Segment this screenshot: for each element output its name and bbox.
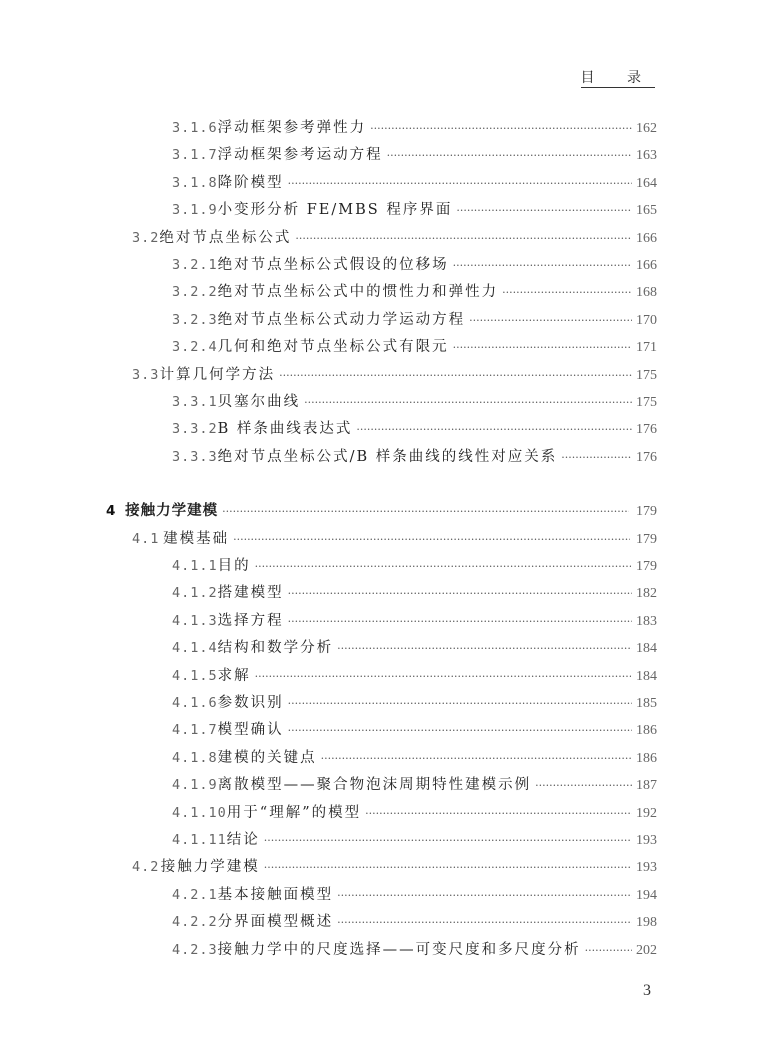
- toc-entry-page: 182: [636, 586, 657, 602]
- toc-entry-page: 168: [636, 285, 657, 301]
- toc-entry-title: 绝对节点坐标公式假设的位移场: [217, 257, 449, 273]
- running-header: 目 录: [580, 70, 655, 86]
- toc-entry-number: 4.1: [132, 530, 160, 547]
- dot-leader: [288, 692, 632, 716]
- toc-entry: [132, 527, 657, 551]
- toc-entry-number: 4.2.2: [172, 914, 218, 931]
- toc-entry-number: 4.1.9: [172, 777, 218, 794]
- toc-entry: [172, 335, 657, 359]
- toc-entry-page: 193: [635, 860, 657, 876]
- toc-entry-page: 162: [636, 121, 657, 136]
- dot-leader: [288, 719, 632, 743]
- toc-entry-title: 浮动框架参考运动方程: [217, 147, 383, 164]
- dot-leader: [535, 774, 632, 798]
- toc-entry-page: 166: [636, 258, 657, 273]
- toc-entry-number: 3.1.9: [172, 202, 218, 219]
- toc-entry-title: 求解: [217, 667, 251, 684]
- toc-entry-title: 降阶模型: [217, 174, 284, 191]
- toc-entry-title: 结构和数学分析: [217, 640, 334, 657]
- toc-entry-page: 186: [636, 750, 657, 766]
- toc-entry-title: 接触力学建模: [125, 502, 219, 520]
- dot-leader: [255, 555, 631, 579]
- toc-entry-title: 搭建模型: [217, 585, 284, 602]
- toc-entry: [172, 253, 657, 277]
- toc-entry-number: 4.1.8: [172, 749, 218, 766]
- toc-entry: [172, 417, 657, 441]
- toc-entry-page: 165: [636, 203, 657, 219]
- toc-entry-number: 3.3.2: [172, 421, 218, 438]
- dot-leader: [304, 391, 632, 415]
- toc-entry-number: 4.1.7: [172, 722, 218, 739]
- toc-entry-page: 194: [636, 887, 657, 903]
- toc-entry-number: 3.2: [132, 229, 160, 246]
- toc-entry-title: 结论: [226, 832, 260, 848]
- toc-entry: [172, 445, 657, 469]
- toc-entry-number: 4.1.3: [172, 612, 218, 629]
- toc-entry: [132, 855, 657, 879]
- toc-entry-page: 185: [636, 696, 657, 711]
- toc-entry-title: 分界面模型概述: [217, 914, 334, 931]
- dot-leader: [264, 856, 632, 880]
- toc-entry: [172, 636, 657, 660]
- toc-entry-number: 4.1.1: [172, 558, 218, 574]
- toc-entry-title: 参数识别: [217, 695, 284, 711]
- toc-entry-number: 3.2.4: [172, 339, 218, 356]
- toc-entry-number: 4.1.5: [172, 667, 218, 684]
- toc-entry: [132, 363, 657, 387]
- toc-entry-page: 186: [636, 723, 657, 739]
- toc-entry: [106, 499, 657, 523]
- toc-entry-number: 3.2.2: [172, 284, 218, 301]
- toc-entry: [172, 828, 657, 852]
- toc-entry-page: 175: [636, 367, 657, 383]
- dot-leader: [321, 747, 632, 771]
- toc-entry-title: 基本接触面模型: [217, 886, 334, 903]
- toc-entry-title: 小变形分析 FE/MBS 程序界面: [217, 202, 453, 219]
- dot-leader: [288, 610, 632, 634]
- dot-leader: [561, 446, 632, 470]
- dot-leader: [453, 336, 632, 360]
- toc-entry-title: 建模基础: [163, 530, 230, 547]
- toc-entry-number: 3.3: [132, 366, 160, 383]
- toc-entry-number: 3.3.1: [172, 394, 218, 410]
- dot-leader: [337, 884, 632, 908]
- toc-entry: [172, 746, 657, 770]
- toc-entry-number: 4.2.3: [172, 941, 218, 958]
- toc-entry: [172, 883, 657, 907]
- toc-entry-number: 4: [106, 503, 117, 520]
- toc-entry: [172, 198, 657, 222]
- toc-entry-page: 164: [636, 175, 657, 191]
- toc-entry-title: 绝对节点坐标公式中的惯性力和弹性力: [217, 284, 499, 301]
- toc-entry-title: 绝对节点坐标公式/B 样条曲线的线性对应关系: [217, 448, 558, 465]
- toc-entry: [172, 801, 657, 825]
- dot-leader: [337, 637, 632, 661]
- toc-entry-title: B 样条曲线表达式: [217, 421, 353, 438]
- toc-entry: [172, 308, 657, 332]
- dot-leader: [453, 254, 632, 278]
- toc-entry-number: 4.1.4: [172, 640, 218, 657]
- toc-entry-page: 192: [636, 805, 657, 821]
- toc-entry: [172, 938, 657, 962]
- toc-entry-page: 183: [636, 613, 657, 629]
- toc-entry: [172, 280, 657, 304]
- toc-entry-title: 用于“理解”的模型: [226, 804, 362, 821]
- dot-leader: [288, 582, 632, 606]
- toc-entry: [172, 116, 657, 140]
- toc-entry-number: 4.2: [132, 859, 160, 876]
- toc-entry-number: 4.1.6: [172, 695, 218, 711]
- toc-entry-page: 176: [636, 449, 657, 465]
- toc-entry-page: 171: [636, 340, 657, 356]
- dot-leader: [370, 117, 632, 141]
- toc-entry-number: 4.1.10: [172, 804, 227, 821]
- toc-entry-title: 计算几何学方法: [159, 366, 276, 383]
- dot-leader: [255, 665, 631, 689]
- toc-entry-page: 179: [636, 531, 658, 547]
- toc-entry-page: 170: [636, 312, 657, 328]
- toc-entry: [172, 554, 657, 578]
- toc-entry-page: 166: [636, 230, 657, 246]
- dot-leader: [233, 528, 630, 552]
- toc-entry-number: 3.2.3: [172, 311, 218, 328]
- dot-leader: [502, 281, 632, 305]
- toc-entry-title: 绝对节点坐标公式: [159, 229, 292, 246]
- toc-entry-title: 接触力学中的尺度选择——可变尺度和多尺度分析: [217, 941, 581, 958]
- dot-leader: [469, 309, 632, 333]
- toc-entry-number: 3.1.7: [172, 147, 218, 164]
- toc-entry-number: 4.1.2: [172, 585, 218, 602]
- toc-entry-page: 198: [636, 915, 657, 931]
- toc-entry-page: 187: [636, 778, 657, 794]
- toc-entry-number: 3.1.6: [172, 120, 218, 136]
- toc-entry: [172, 773, 657, 797]
- toc-entry-title: 绝对节点坐标公式动力学运动方程: [217, 311, 466, 328]
- toc-entry: [172, 143, 657, 167]
- toc-entry-page: 202: [636, 942, 657, 958]
- dot-leader: [222, 500, 629, 524]
- toc-entry-page: 179: [636, 559, 657, 574]
- toc-entry-title: 贝塞尔曲线: [217, 394, 301, 410]
- toc-entry-page: 175: [636, 395, 657, 410]
- toc-entry-title: 模型确认: [217, 722, 284, 739]
- dot-leader: [387, 144, 632, 168]
- toc-entry-number: 3.2.1: [172, 257, 218, 273]
- toc-entry: [172, 609, 657, 633]
- toc-entry-title: 建模的关键点: [217, 749, 317, 766]
- toc-entry: [172, 664, 657, 688]
- toc-entry-page: 176: [636, 422, 657, 438]
- toc-entry: [172, 718, 657, 742]
- toc-entry-title: 浮动框架参考弹性力: [217, 120, 367, 136]
- toc-entry-page: 193: [636, 833, 657, 848]
- toc-entry-page: 184: [636, 641, 657, 657]
- dot-leader: [295, 227, 632, 251]
- toc-entry-title: 选择方程: [217, 612, 284, 629]
- dot-leader: [356, 418, 632, 442]
- toc-entry-page: 179: [636, 504, 657, 520]
- dot-leader: [585, 939, 632, 963]
- toc-entry-number: 3.3.3: [172, 448, 218, 465]
- toc-entry-page: 184: [636, 668, 657, 684]
- dot-leader: [365, 802, 632, 826]
- toc-entry-number: 3.1.8: [172, 174, 218, 191]
- toc-entry-title: 离散模型——聚合物泡沫周期特性建模示例: [217, 777, 532, 794]
- toc-entry: [172, 581, 657, 605]
- toc-entry: [172, 171, 657, 195]
- dot-leader: [279, 364, 632, 388]
- toc-entry: [172, 910, 657, 934]
- dot-leader: [264, 829, 632, 853]
- dot-leader: [288, 172, 632, 196]
- toc-entry-number: 4.2.1: [172, 886, 218, 903]
- toc-entry-title: 接触力学建模: [160, 859, 260, 876]
- toc-entry-number: 4.1.11: [172, 832, 227, 848]
- page-number: 3: [643, 982, 651, 999]
- toc-entry: [132, 226, 657, 250]
- dot-leader: [456, 199, 632, 223]
- toc-entry-title: 几何和绝对节点坐标公式有限元: [217, 339, 449, 356]
- toc-entry-page: 163: [636, 148, 657, 164]
- toc-entry: [172, 691, 657, 715]
- toc-entry-title: 目的: [217, 558, 251, 574]
- toc-entry: [172, 390, 657, 414]
- dot-leader: [337, 911, 632, 935]
